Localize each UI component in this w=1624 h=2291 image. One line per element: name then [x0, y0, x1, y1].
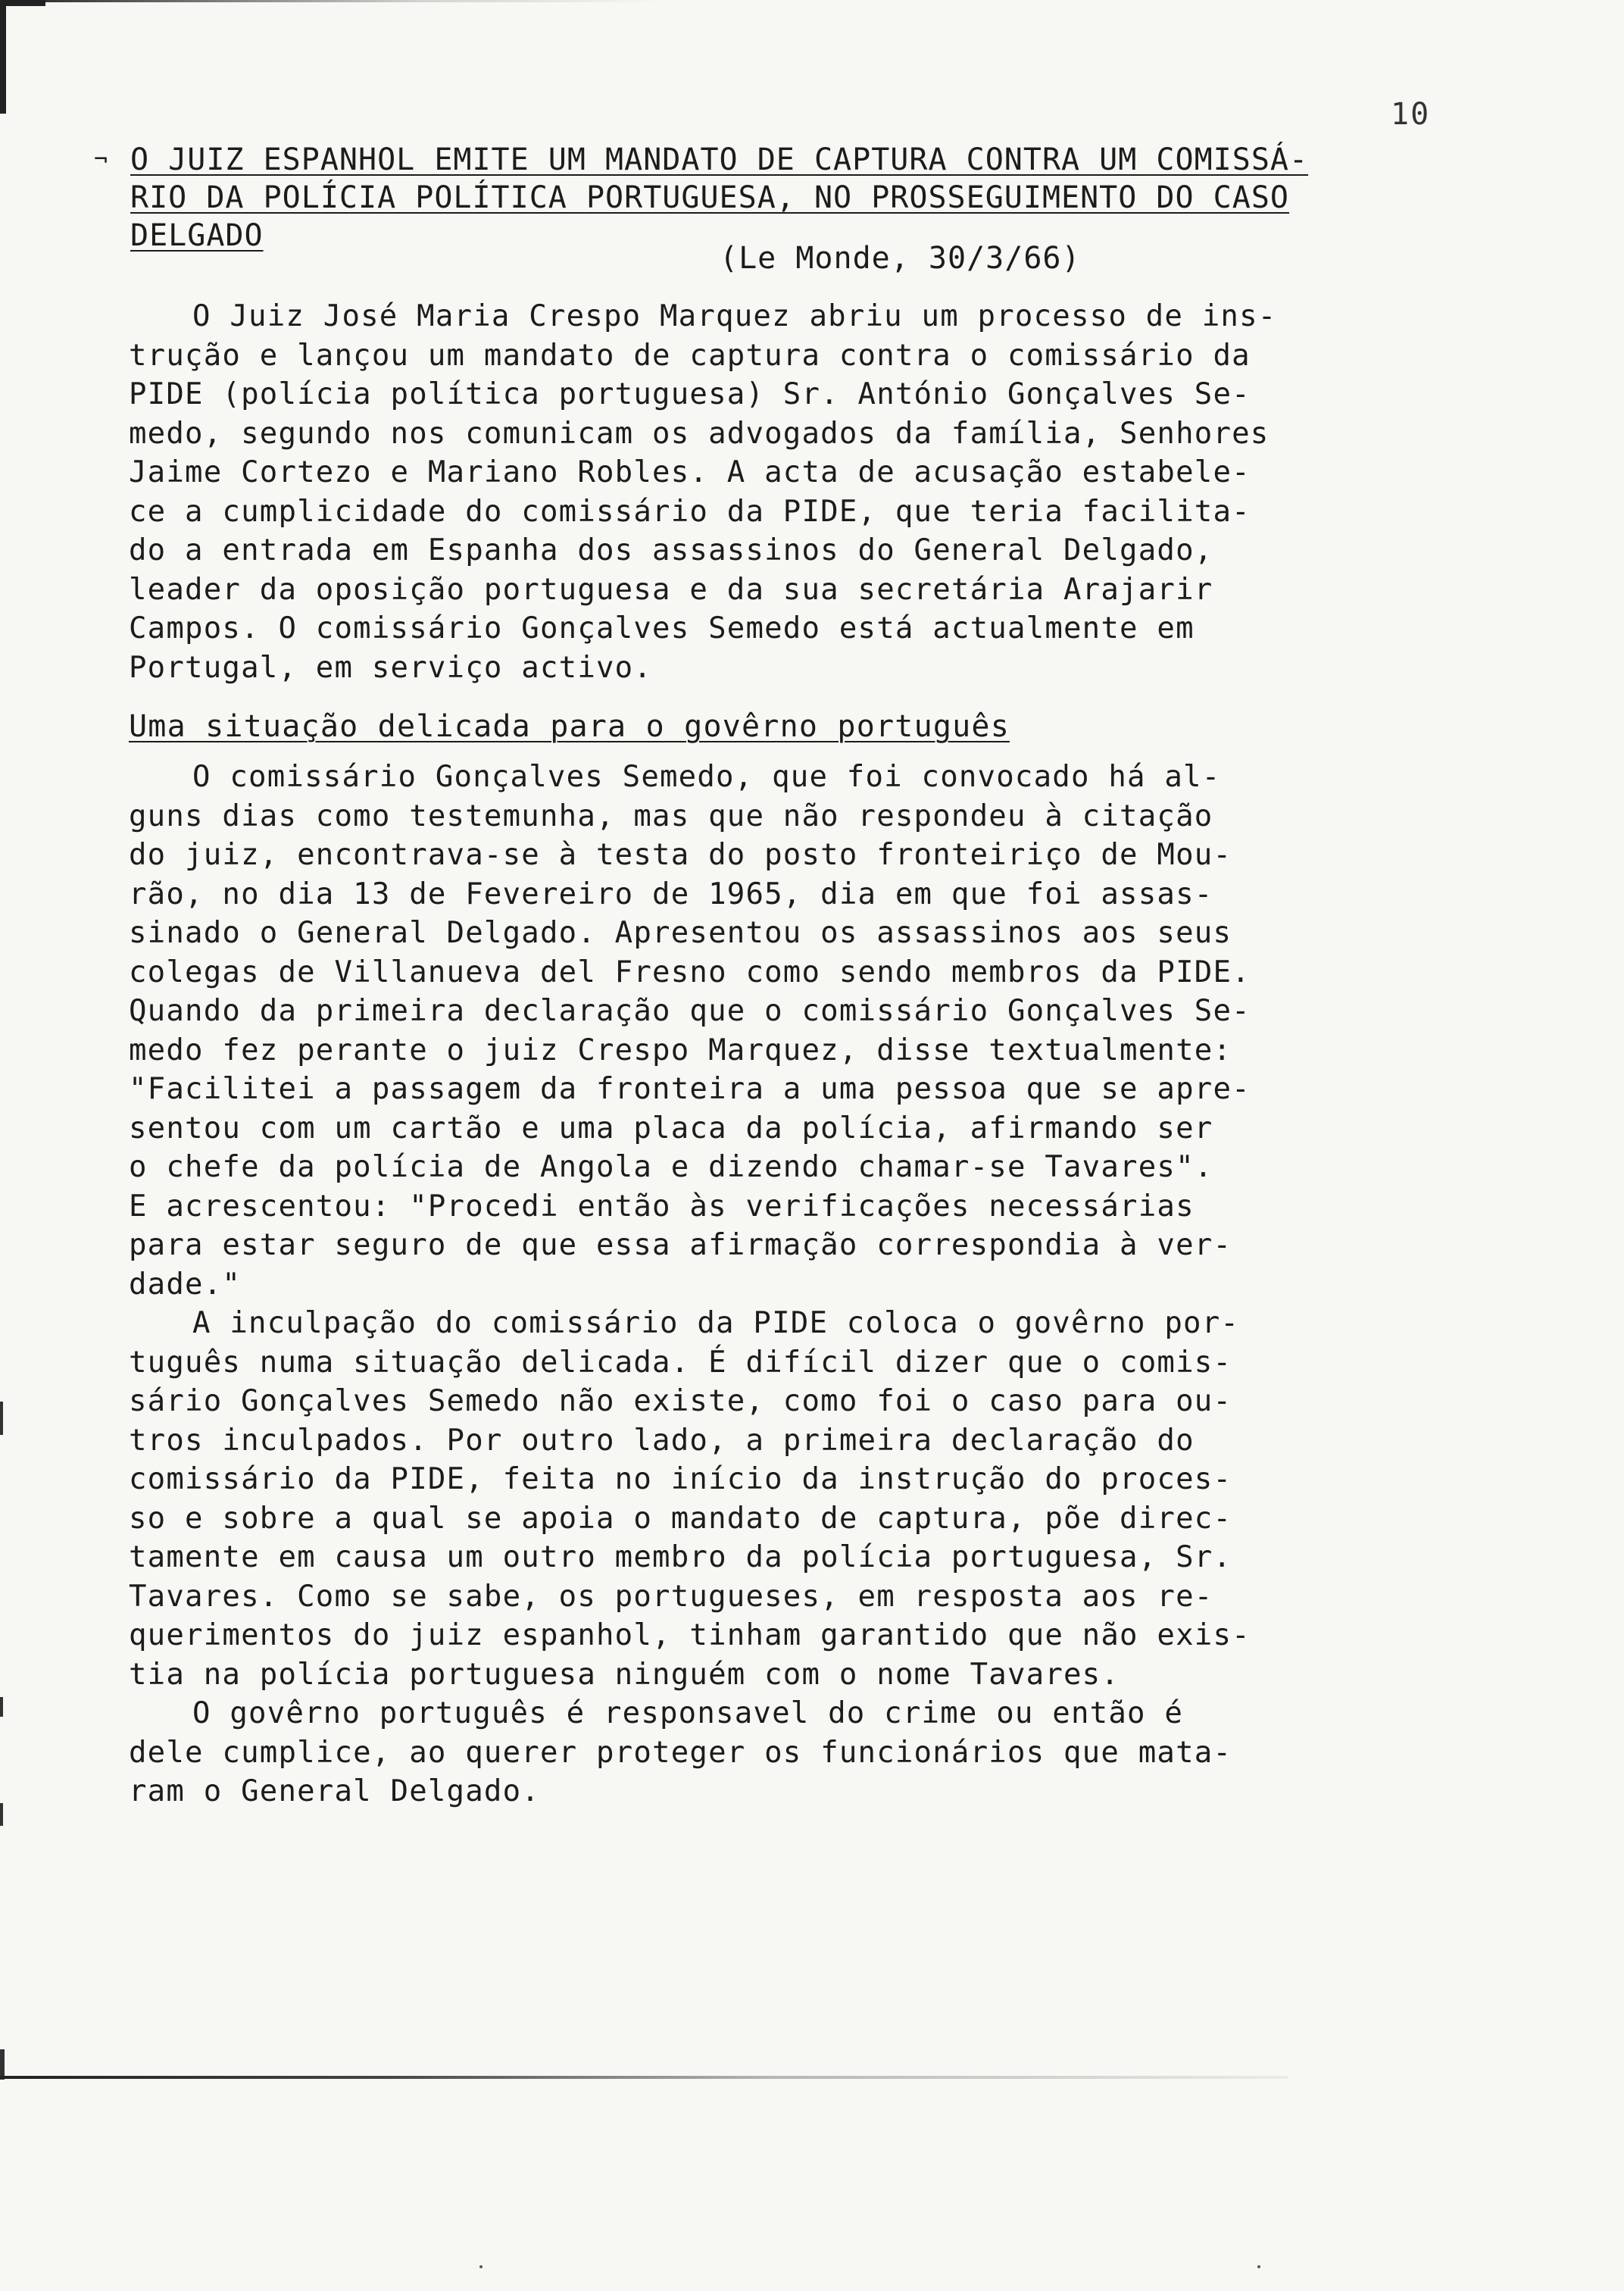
text-line: Tavares. Como se sabe, os portugueses, em resposta aos re-: [129, 1579, 1213, 1614]
paragraph-1: [129, 297, 1409, 687]
text-line: so e sobre a qual se apoia o mandato de captura, põe direc-: [129, 1501, 1232, 1536]
text-line: guns dias como testemunha, mas que não respondeu à citação: [129, 799, 1213, 833]
page-number: 10: [1391, 97, 1431, 132]
article-source: (Le Monde, 30/3/66): [720, 241, 1081, 276]
scan-edge-top: [0, 0, 45, 6]
scan-speck: [479, 2265, 483, 2268]
headline-line: O JUIZ ESPANHOL EMITE UM MANDATO DE CAPTURA CONTRA UM COMISSÁ-: [130, 142, 1309, 177]
text-line: o chefe da polícia de Angola e dizendo chamar-se Tavares".: [129, 1150, 1213, 1184]
scan-mark-left: [0, 1402, 3, 1435]
text-line: PIDE (polícia política portuguesa) Sr. António Gonçalves Se-: [129, 377, 1251, 411]
text-line: sário Gonçalves Semedo não existe, como foi o caso para ou-: [129, 1384, 1232, 1418]
text-line: medo fez perante o juiz Crespo Marquez, disse textualmente:: [129, 1033, 1232, 1067]
text-line: dele cumplice, ao querer proteger os funcionários que mata-: [129, 1735, 1232, 1770]
text-line: sentou com um cartão e uma placa da polícia, afirmando ser: [129, 1111, 1213, 1146]
text-line: tia na polícia portuguesa ninguém com o nome Tavares.: [129, 1657, 1120, 1692]
headline-line: DELGADO: [130, 218, 264, 253]
article-headline: [94, 141, 1438, 255]
text-line: E acrescentou: "Procedi então às verificações necessárias: [129, 1189, 1195, 1224]
scan-streak-bottom: [0, 2076, 1288, 2079]
paragraph-2: [129, 758, 1409, 1811]
scan-mark-left: [0, 1697, 3, 1717]
text-line: A inculpação do comissário da PIDE coloca o govêrno por-: [192, 1306, 1240, 1340]
text-line: tuguês numa situação delicada. É difícil dizer que o comis-: [129, 1345, 1232, 1380]
text-line: Portugal, em serviço activo.: [129, 650, 653, 685]
scan-speck: [1257, 2265, 1260, 2268]
text-line: comissário da PIDE, feita no início da instrução do proces-: [129, 1462, 1232, 1496]
text-line: O comissário Gonçalves Semedo, que foi convocado há al-: [192, 760, 1221, 794]
scan-streak-top: [45, 0, 667, 2]
text-line: rão, no dia 13 de Fevereiro de 1965, dia em que foi assas-: [129, 877, 1213, 911]
text-line: tamente em causa um outro membro da polícia portuguesa, Sr.: [129, 1540, 1232, 1574]
text-line: do juiz, encontrava-se à testa do posto fronteiriço de Mou-: [129, 838, 1232, 872]
text-line: ce a cumplicidade do comissário da PIDE, que teria facilita-: [129, 494, 1251, 529]
text-line: Jaime Cortezo e Mariano Robles. A acta de acusação estabele-: [129, 455, 1251, 489]
headline-line: RIO DA POLÍCIA POLÍTICA PORTUGUESA, NO PROSSEGUIMENTO DO CASO: [130, 180, 1290, 215]
text-line: trução e lançou um mandato de captura contra o comissário da: [129, 338, 1251, 373]
text-line: O govêrno português é responsavel do crime ou então é: [192, 1696, 1184, 1730]
text-line: para estar seguro de que essa afirmação correspondia à ver-: [129, 1228, 1232, 1262]
text-line: ram o General Delgado.: [129, 1774, 540, 1808]
text-line: do a entrada em Espanha dos assassinos do General Delgado,: [129, 533, 1213, 567]
text-line: dade.": [129, 1267, 242, 1302]
text-line: sinado o General Delgado. Apresentou os assassinos aos seus: [129, 916, 1232, 950]
scan-mark-left: [0, 1803, 3, 1826]
text-line: tros inculpados. Por outro lado, a primeira declaração do: [129, 1423, 1195, 1458]
scan-edge-left: [0, 0, 6, 114]
text-line: leader da oposição portuguesa e da sua secretária Arajarir: [129, 572, 1213, 607]
text-line: Campos. O comissário Gonçalves Semedo está actualmente em: [129, 611, 1195, 645]
section-heading: Uma situação delicada para o govêrno português: [129, 709, 1010, 744]
text-line: "Facilitei a passagem da fronteira a uma pessoa que se apre-: [129, 1072, 1251, 1106]
scan-mark-bottom-left: [0, 2049, 5, 2080]
text-line: querimentos do juiz espanhol, tinham garantido que não exis-: [129, 1618, 1251, 1652]
text-line: O Juiz José Maria Crespo Marquez abriu um processo de ins-: [192, 299, 1277, 333]
text-line: colegas de Villanueva del Fresno como sendo membros da PIDE.: [129, 955, 1251, 989]
text-line: Quando da primeira declaração que o comissário Gonçalves Se-: [129, 994, 1251, 1028]
bullet-mark: ¬: [94, 146, 109, 173]
text-line: medo, segundo nos comunicam os advogados da família, Senhores: [129, 416, 1270, 451]
